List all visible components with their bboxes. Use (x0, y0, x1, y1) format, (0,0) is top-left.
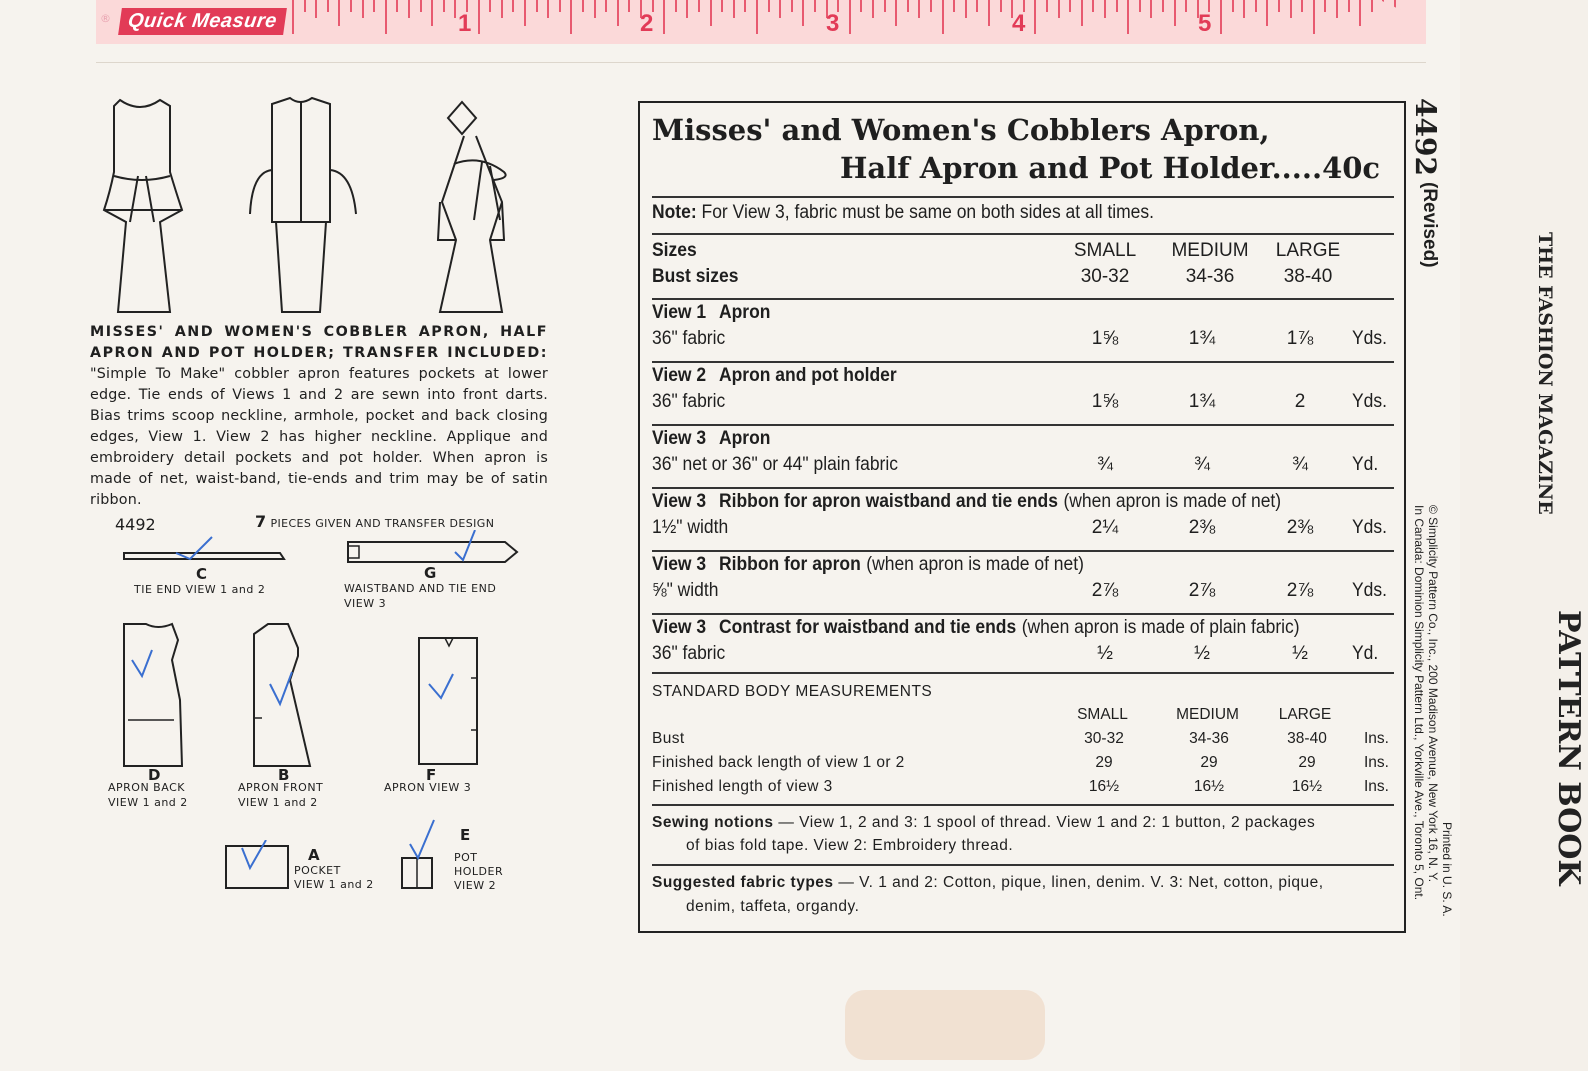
ruler-tick (884, 0, 886, 12)
piece-c-label: TIE END VIEW 1 and 2 (134, 583, 266, 596)
ruler-tick (1301, 0, 1303, 12)
ruler-tick (1046, 0, 1048, 12)
std-row-unit: Ins. (1364, 754, 1389, 771)
row-value: 2⅜ (1286, 517, 1314, 538)
ruler-tick (1000, 0, 1002, 12)
piece-d-sub: VIEW 1 and 2 (108, 796, 188, 809)
ruler-tick (1313, 0, 1315, 34)
std-row-value: 29 (1298, 754, 1316, 771)
ruler-tick (1081, 0, 1083, 26)
edge-magazine-text: THE FASHION MAGAZINE (1534, 232, 1556, 515)
ruler-tick (1058, 0, 1060, 18)
size-small: SMALL (1073, 240, 1137, 261)
ruler-tick (675, 0, 677, 12)
registered-mark: ® (100, 12, 111, 25)
printed-in-usa: Printed in U. S. A. (1440, 822, 1454, 917)
rule (652, 613, 1394, 615)
row-item: Apron and pot holder (718, 365, 897, 386)
piece-b-label: APRON FRONT (238, 781, 324, 794)
ruler-tick (965, 0, 967, 18)
ruler-tick (408, 0, 410, 18)
std-row-value: 34-36 (1189, 730, 1229, 747)
yardage-row-heading (652, 491, 1281, 513)
row-value: ¾ (1097, 454, 1113, 475)
ruler-tick (350, 0, 352, 12)
std-row-value: 29 (1200, 754, 1218, 771)
row-width: 1½" width (652, 517, 729, 538)
ruler-tick (733, 0, 735, 18)
piece-e-diagram (396, 818, 441, 893)
ruler-tick (779, 0, 781, 18)
ruler-tick (524, 0, 526, 26)
row-value: ¾ (1292, 454, 1308, 475)
piece-g-sub: VIEW 3 (344, 597, 387, 610)
ruler-tick (1185, 0, 1187, 12)
bust-large: 38-40 (1283, 266, 1333, 287)
ruler-tick (501, 0, 503, 18)
ruler-tick (895, 0, 897, 26)
ruler-tick (686, 0, 688, 18)
piece-a-letter: A (308, 846, 320, 864)
ruler-tick (1266, 0, 1268, 26)
ruler-number-3: 3 (826, 10, 840, 37)
piece-b-diagram (248, 620, 323, 770)
piece-c-letter: C (196, 565, 208, 583)
quick-measure-ruler (96, 0, 1426, 44)
rule (652, 424, 1394, 426)
row-width: ⅝" width (652, 580, 719, 601)
ruler-tick (953, 0, 955, 12)
std-row-value: 38-40 (1287, 730, 1327, 747)
row-view: View 3 (652, 491, 707, 512)
ruler-tick (489, 0, 491, 12)
std-row-label: Finished back length of view 1 or 2 (652, 754, 905, 771)
ruler-tick (942, 0, 944, 34)
ruler-tick (373, 0, 375, 12)
row-value: 1⅝ (1091, 391, 1119, 412)
size-medium: MEDIUM (1171, 240, 1249, 261)
ruler-tick (617, 0, 619, 26)
row-value: 2 (1294, 391, 1306, 412)
std-row-value: 16½ (1088, 778, 1120, 795)
note-row (652, 202, 1154, 224)
ruler-tick (1069, 0, 1071, 12)
ruler-tick (930, 0, 932, 12)
ruler-tick (338, 0, 340, 26)
fabric-label: Suggested fabric types (652, 874, 834, 891)
std-size-large: LARGE (1278, 706, 1332, 723)
piece-d-diagram (118, 620, 213, 770)
piece-g-label: WAISTBAND AND TIE END (344, 582, 497, 595)
ruler-tick (1324, 0, 1326, 12)
stain (845, 990, 1045, 1060)
edge-book-text: PATTERN BOOK (1551, 610, 1586, 886)
row-extra: (when apron is made of net) (866, 554, 1084, 575)
piece-d-label: APRON BACK (108, 781, 185, 794)
rule (652, 233, 1394, 235)
ruler-tick (431, 0, 433, 26)
row-value: 1¾ (1188, 391, 1216, 412)
ruler-tick (1127, 0, 1129, 34)
pieces-caption (255, 512, 494, 531)
pieces-count: 7 (255, 512, 267, 531)
row-value: 1⅝ (1091, 328, 1119, 349)
piece-f-letter: F (426, 766, 437, 784)
table-title-line1: Misses' and Women's Cobblers Apron, (652, 113, 1270, 147)
std-row-value: 29 (1095, 754, 1113, 771)
rule (652, 864, 1394, 866)
ruler-tick (1220, 0, 1222, 34)
description-heading: MISSES' AND WOMEN'S COBBLER APRON, HALF APRON AND POT HOLDER; TRANSFER INCLUDED: (90, 324, 548, 361)
row-value: 1⅞ (1286, 328, 1314, 349)
ruler-number-4: 4 (1012, 10, 1026, 37)
ruler-tick (976, 0, 978, 12)
row-value: ½ (1292, 643, 1308, 664)
table-title-line2 (840, 151, 1380, 185)
ruler-tick (1034, 0, 1036, 34)
rule (652, 550, 1394, 552)
envelope-flap (1460, 0, 1588, 1071)
yardage-row-heading (652, 428, 776, 450)
ruler-tick (385, 0, 387, 34)
ruler-number-1: 1 (458, 10, 472, 37)
std-row-label: Finished length of view 3 (652, 778, 833, 795)
ruler-tick (860, 0, 862, 12)
row-unit: Yd. (1352, 643, 1379, 664)
ruler-tick (768, 0, 770, 12)
ruler-tick (628, 0, 630, 12)
description-body: "Simple To Make" cobbler apron features pockets at lower edge. Tie ends of Views 1 and 2 are sewn into front darts. Bias trims scoop neckline, armhole, pocket and back closing edges, View 1. View 2 has higher neckline. Applique and embroidery detail pockets and pot holder. When apron is made of net, waist-band, tie-ends and trim may be of satin ribbon. (90, 366, 548, 508)
ruler-tick (1232, 0, 1234, 12)
ruler-tick (791, 0, 793, 12)
ruler-tick (1104, 0, 1106, 18)
table-title-line2-text: Half Apron and Pot Holder..... (840, 151, 1323, 185)
size-large: LARGE (1275, 240, 1341, 261)
side-pattern-code: 4492 (1409, 98, 1442, 176)
row-view: View 3 (652, 428, 707, 449)
ruler-tick (1150, 0, 1152, 18)
notions-line2: of bias fold tape. View 2: Embroidery thread. (686, 837, 1014, 854)
ruler-tick (582, 0, 584, 12)
piece-a-diagram (222, 840, 292, 895)
piece-b-sub: VIEW 1 and 2 (238, 796, 318, 809)
piece-e-label: POT (454, 851, 478, 864)
ruler-tick (907, 0, 909, 12)
ruler-tick (443, 0, 445, 12)
ruler-tip (1380, 0, 1426, 44)
note-text: For View 3, fabric must be same on both sides at all times. (701, 202, 1154, 223)
piece-g-letter: G (424, 564, 437, 582)
apron-illustrations (90, 92, 560, 322)
row-item: Contrast for waistband and tie ends (718, 617, 1017, 638)
yardage-row-heading (652, 554, 1084, 576)
pieces-text: PIECES GIVEN AND TRANSFER DESIGN (270, 517, 495, 530)
ruler-tick (1359, 0, 1361, 26)
ruler-tick (1092, 0, 1094, 12)
ruler-tick (1371, 0, 1373, 12)
fabric-line2: denim, taffeta, organdy. (686, 898, 860, 915)
ruler-number-6: 6 (1382, 10, 1396, 37)
row-value: 2⅜ (1188, 517, 1216, 538)
yardage-row-heading (652, 302, 776, 324)
ruler-tick (721, 0, 723, 12)
ruler-tick (536, 0, 538, 12)
ruler-tick (304, 0, 306, 12)
row-value: 2¼ (1091, 517, 1119, 538)
row-view: View 3 (652, 617, 707, 638)
piece-e-label2: HOLDER (454, 865, 504, 878)
row-extra: (when apron is made of net) (1063, 491, 1282, 512)
ruler-tick (605, 0, 607, 12)
quick-measure-label: Quick Measure (118, 8, 287, 35)
rule (652, 804, 1394, 806)
ruler-tick (1278, 0, 1280, 12)
piece-d-letter: D (148, 766, 161, 784)
row-value: ¾ (1194, 454, 1210, 475)
ruler-number-5: 5 (1198, 10, 1212, 37)
row-view: View 2 (652, 365, 707, 386)
row-unit: Yds. (1352, 517, 1387, 538)
ruler-tick (547, 0, 549, 18)
piece-f-label: APRON VIEW 3 (384, 781, 472, 794)
fabric-text: — V. 1 and 2: Cotton, pique, linen, denim. V. 3: Net, cotton, pique, (838, 874, 1324, 891)
yardage-row-heading (652, 365, 902, 387)
yardage-row-heading (652, 617, 1300, 639)
pattern-number: 4492 (115, 515, 156, 534)
ruler-tick (292, 0, 294, 34)
std-row-value: 16½ (1291, 778, 1323, 795)
ruler-tick (327, 0, 329, 12)
ruler-tick (570, 0, 572, 34)
sizes-label: Sizes (652, 240, 697, 261)
row-value: 2⅞ (1091, 580, 1119, 601)
row-width: 36" net or 36" or 44" plain fabric (652, 454, 899, 475)
note-label: Note: (652, 202, 697, 223)
ruler-tick (1336, 0, 1338, 18)
ruler-rule (96, 62, 1426, 63)
ruler-tick (918, 0, 920, 18)
row-view: View 1 (652, 302, 707, 323)
ruler-tick (1139, 0, 1141, 12)
ruler-tick (454, 0, 456, 18)
row-unit: Yds. (1352, 580, 1387, 601)
ruler-tick (802, 0, 804, 26)
rule (652, 196, 1394, 198)
std-row-label: Bust (652, 730, 685, 747)
std-row-value: 16½ (1193, 778, 1225, 795)
ruler-tick (698, 0, 700, 12)
std-row-value: 30-32 (1084, 730, 1124, 747)
notions-label: Sewing notions (652, 814, 774, 831)
ruler-tick (872, 0, 874, 18)
ruler-tick (744, 0, 746, 12)
ruler-tick (756, 0, 758, 34)
copyright-line1: © Simplicity Pattern Co., Inc., 200 Madison Avenue, New York 16, N. Y. (1426, 505, 1440, 883)
piece-f-diagram (415, 634, 485, 770)
row-value: 2⅞ (1188, 580, 1216, 601)
ruler-tick (1290, 0, 1292, 18)
piece-e-sub: VIEW 2 (454, 879, 497, 892)
piece-b-letter: B (278, 766, 290, 784)
ruler-tick (1348, 0, 1350, 12)
ruler-tick (559, 0, 561, 12)
rule (652, 672, 1394, 674)
bust-sizes-label: Bust sizes (652, 266, 739, 287)
bust-medium: 34-36 (1185, 266, 1235, 287)
row-item: Ribbon for apron (718, 554, 861, 575)
ruler-tick (512, 0, 514, 12)
rule (652, 298, 1394, 300)
ruler-tick (478, 0, 480, 34)
ruler-tick (420, 0, 422, 12)
row-unit: Yd. (1352, 454, 1379, 475)
row-value: 2⅞ (1286, 580, 1314, 601)
row-width: 36" fabric (652, 643, 726, 664)
piece-a-label: POCKET (294, 864, 341, 877)
notions-line1 (652, 814, 1315, 832)
ruler-tick (663, 0, 665, 34)
std-row-unit: Ins. (1364, 778, 1389, 795)
row-width: 36" fabric (652, 328, 726, 349)
std-size-medium: MEDIUM (1176, 706, 1239, 723)
bust-small: 30-32 (1080, 266, 1130, 287)
notions-text: — View 1, 2 and 3: 1 spool of thread. View 1 and 2: 1 button, 2 packages (778, 814, 1316, 831)
row-value: ½ (1194, 643, 1210, 664)
piece-a-sub: VIEW 1 and 2 (294, 878, 374, 891)
row-unit: Yds. (1352, 391, 1387, 412)
ruler-tick (1174, 0, 1176, 26)
ruler-tick (710, 0, 712, 26)
ruler-tick (1255, 0, 1257, 12)
pattern-description (90, 322, 548, 511)
standard-title: STANDARD BODY MEASUREMENTS (652, 683, 933, 700)
row-unit: Yds. (1352, 328, 1387, 349)
ruler-number-2: 2 (640, 10, 654, 37)
row-view: View 3 (652, 554, 707, 575)
rule (652, 361, 1394, 363)
row-value: 1¾ (1188, 328, 1216, 349)
ruler-tick (1162, 0, 1164, 12)
ruler-tick (396, 0, 398, 12)
ruler-tick (362, 0, 364, 18)
row-item: Ribbon for apron waistband and tie ends (718, 491, 1058, 512)
std-size-small: SMALL (1077, 706, 1128, 723)
row-item: Apron (718, 428, 771, 449)
piece-e-letter: E (460, 826, 471, 844)
ruler-tick (988, 0, 990, 26)
ruler-tick (594, 0, 596, 18)
ruler-tick (849, 0, 851, 34)
row-extra: (when apron is made of plain fabric) (1021, 617, 1300, 638)
fabric-line1 (652, 874, 1324, 892)
copyright-line2: In Canada: Dominion Simplicity Pattern Ltd., Yorkville Ave., Toronto 5, Ont. (1412, 505, 1426, 901)
row-width: 36" fabric (652, 391, 726, 412)
ruler-tick (1243, 0, 1245, 18)
row-value: ½ (1097, 643, 1113, 664)
row-item: Apron (718, 302, 771, 323)
rule (652, 487, 1394, 489)
ruler-tick (315, 0, 317, 18)
ruler-tick (1116, 0, 1118, 12)
price: 40c (1322, 151, 1381, 185)
ruler-tick (814, 0, 816, 12)
side-revised: (Revised) (1419, 182, 1440, 268)
std-row-unit: Ins. (1364, 730, 1389, 747)
